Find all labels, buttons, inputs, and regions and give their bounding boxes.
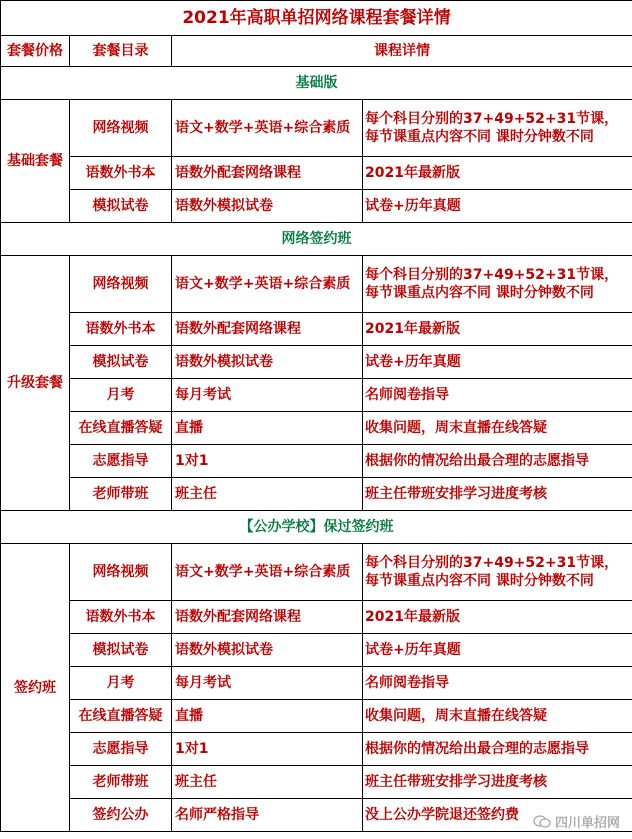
course-detail-cell: 每个科目分别的37+49+52+31节课，每节课重点内容不同 课时分钟数不同 [363, 544, 632, 601]
section-label: 【公办学校】保过签约班 [1, 511, 632, 544]
course-content-cell: 语数外配套网络课程 [172, 601, 363, 634]
table-row [1, 100, 632, 157]
table-row [1, 445, 632, 478]
catalog-item-cell: 模拟试卷 [70, 634, 172, 667]
header-row [1, 36, 632, 67]
course-content-cell: 班主任 [172, 766, 363, 799]
table-row [1, 256, 632, 313]
course-detail-cell: 班主任带班安排学习进度考核 [363, 478, 632, 511]
header-course-details: 课程详情 [172, 36, 632, 67]
table-row [1, 190, 632, 223]
section-label: 基础版 [1, 67, 632, 100]
course-content-cell: 每月考试 [172, 667, 363, 700]
header-package-catalog: 套餐目录 [70, 36, 172, 67]
catalog-item-cell: 月考 [70, 667, 172, 700]
package-name-cell: 签约班 [1, 544, 70, 832]
course-content-cell: 语数外配套网络课程 [172, 313, 363, 346]
course-content-cell: 语数外模拟试卷 [172, 190, 363, 223]
catalog-item-cell: 网络视频 [70, 100, 172, 157]
catalog-item-cell: 志愿指导 [70, 445, 172, 478]
section-header-row [1, 67, 632, 100]
course-detail-cell: 根据你的情况给出最合理的志愿指导 [363, 733, 632, 766]
table-row [1, 634, 632, 667]
course-content-cell: 直播 [172, 700, 363, 733]
course-detail-cell: 2021年最新版 [363, 313, 632, 346]
course-content-cell: 每月考试 [172, 379, 363, 412]
course-content-cell: 语文+数学+英语+综合素质 [172, 256, 363, 313]
course-detail-cell: 收集问题，周末直播在线答疑 [363, 700, 632, 733]
catalog-item-cell: 语数外书本 [70, 313, 172, 346]
course-detail-cell: 试卷+历年真题 [363, 346, 632, 379]
catalog-item-cell: 模拟试卷 [70, 190, 172, 223]
course-content-cell: 名师严格指导 [172, 799, 363, 832]
package-name-cell: 升级套餐 [1, 256, 70, 511]
course-content-cell: 1对1 [172, 733, 363, 766]
table-row [1, 766, 632, 799]
section-header-row [1, 511, 632, 544]
course-detail-cell: 每个科目分别的37+49+52+31节课，每节课重点内容不同 课时分钟数不同 [363, 100, 632, 157]
watermark [533, 812, 620, 831]
course-detail-cell: 名师阅卷指导 [363, 667, 632, 700]
watermark-text: 四川单招网 [554, 816, 620, 831]
catalog-item-cell: 语数外书本 [70, 601, 172, 634]
course-content-cell: 1对1 [172, 445, 363, 478]
catalog-item-cell: 志愿指导 [70, 733, 172, 766]
table-row [1, 313, 632, 346]
table-row [1, 478, 632, 511]
course-content-cell: 语文+数学+英语+综合素质 [172, 544, 363, 601]
catalog-item-cell: 语数外书本 [70, 157, 172, 190]
catalog-item-cell: 老师带班 [70, 478, 172, 511]
table-row [1, 346, 632, 379]
catalog-item-cell: 网络视频 [70, 256, 172, 313]
course-content-cell: 语文+数学+英语+综合素质 [172, 100, 363, 157]
wechat-icon [533, 815, 551, 828]
table-row [1, 667, 632, 700]
table-row [1, 157, 632, 190]
course-detail-cell: 班主任带班安排学习进度考核 [363, 766, 632, 799]
course-content-cell: 语数外模拟试卷 [172, 634, 363, 667]
table-row [1, 412, 632, 445]
course-content-cell: 班主任 [172, 478, 363, 511]
catalog-item-cell: 签约公办 [70, 799, 172, 832]
course-content-cell: 语数外模拟试卷 [172, 346, 363, 379]
course-detail-cell: 收集问题，周末直播在线答疑 [363, 412, 632, 445]
header-package-price: 套餐价格 [1, 36, 70, 67]
catalog-item-cell: 在线直播答疑 [70, 700, 172, 733]
catalog-item-cell: 月考 [70, 379, 172, 412]
catalog-item-cell: 在线直播答疑 [70, 412, 172, 445]
course-content-cell: 直播 [172, 412, 363, 445]
table-row [1, 544, 632, 601]
course-detail-cell: 试卷+历年真题 [363, 634, 632, 667]
course-detail-cell: 没上公办学院退还签约费 [363, 799, 632, 832]
table-title: 2021年高职单招网络课程套餐详情 [1, 1, 632, 36]
table-row [1, 379, 632, 412]
catalog-item-cell: 模拟试卷 [70, 346, 172, 379]
section-label: 网络签约班 [1, 223, 632, 256]
package-name-cell: 基础套餐 [1, 100, 70, 223]
table-row [1, 601, 632, 634]
course-detail-cell: 2021年最新版 [363, 601, 632, 634]
catalog-item-cell: 网络视频 [70, 544, 172, 601]
course-detail-cell: 2021年最新版 [363, 157, 632, 190]
table-row [1, 733, 632, 766]
catalog-item-cell: 老师带班 [70, 766, 172, 799]
course-content-cell: 语数外配套网络课程 [172, 157, 363, 190]
course-detail-cell: 每个科目分别的37+49+52+31节课，每节课重点内容不同 课时分钟数不同 [363, 256, 632, 313]
course-detail-cell: 试卷+历年真题 [363, 190, 632, 223]
course-detail-cell: 名师阅卷指导 [363, 379, 632, 412]
section-header-row [1, 223, 632, 256]
table-row [1, 700, 632, 733]
course-detail-cell: 根据你的情况给出最合理的志愿指导 [363, 445, 632, 478]
